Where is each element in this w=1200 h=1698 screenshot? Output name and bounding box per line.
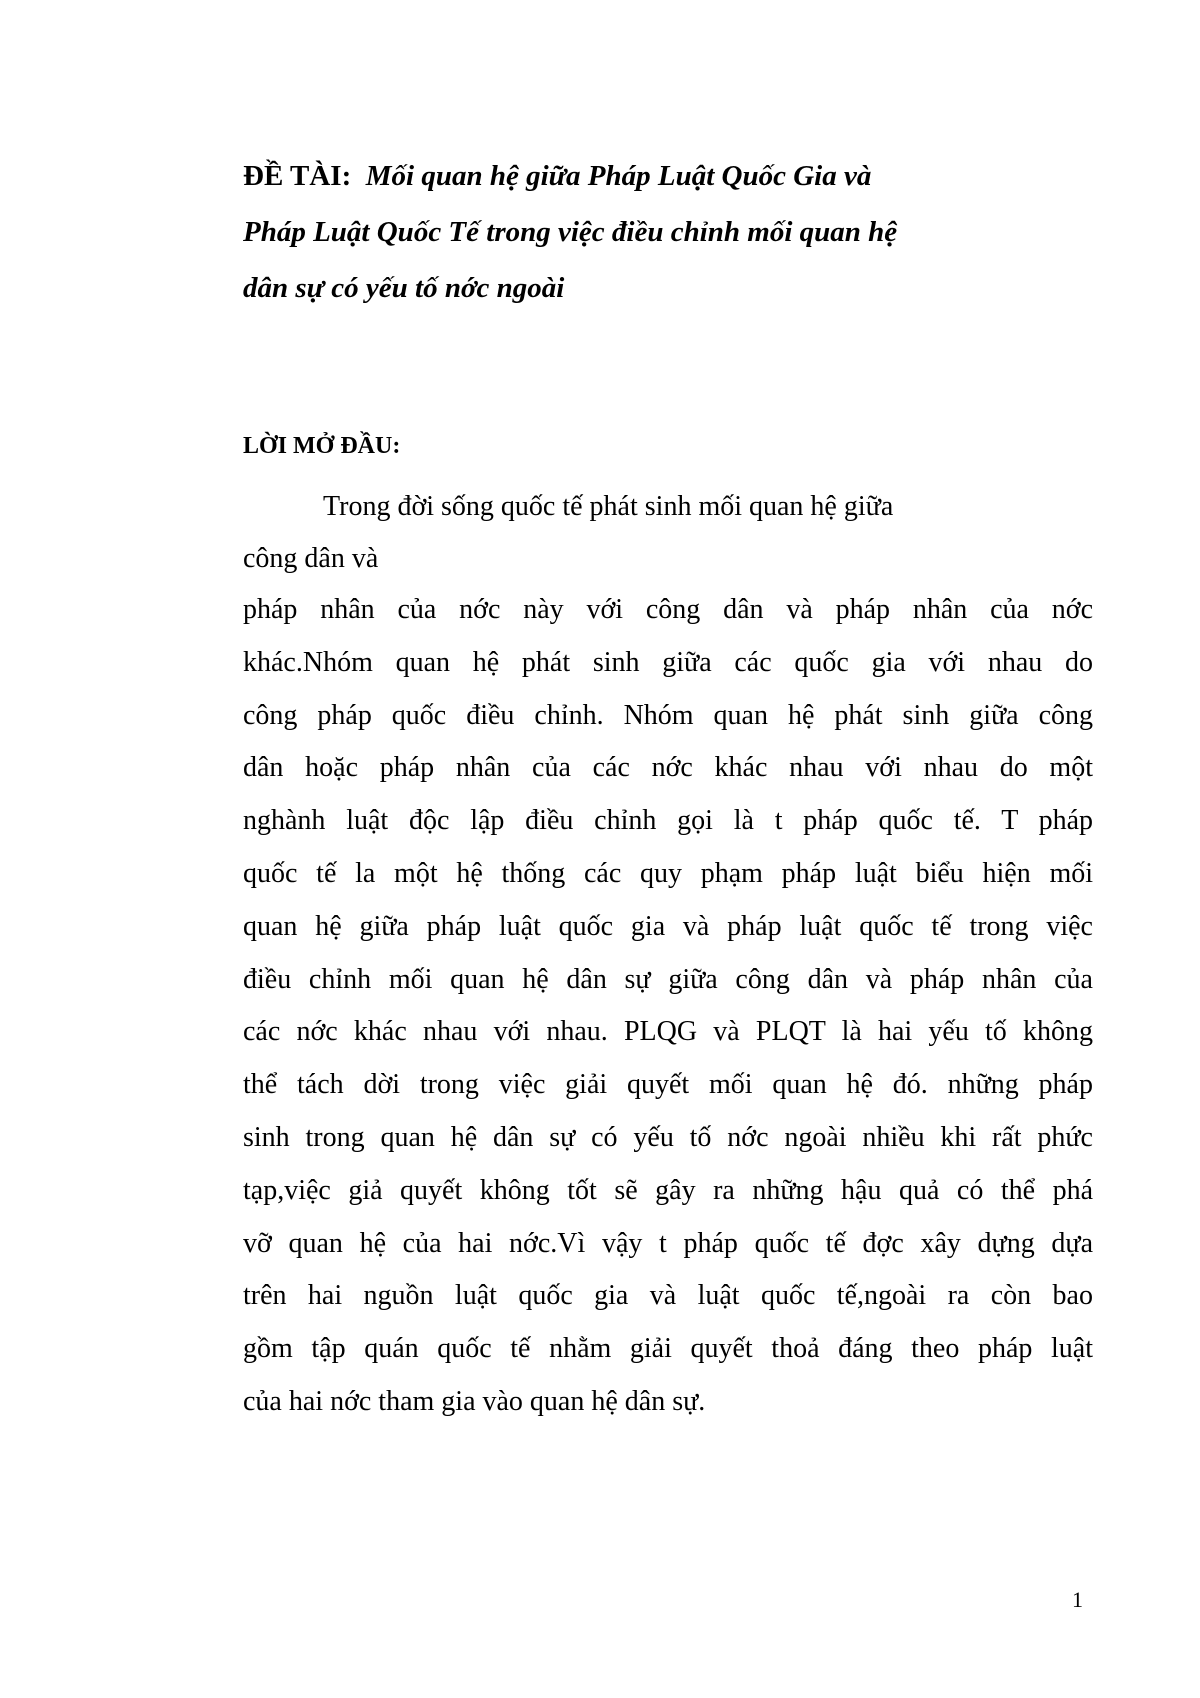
intro-line-1: Trong đời sống quốc tế phát sinh mối quan hệ giữa [323,491,894,522]
intro-paragraph [243,481,1043,585]
body-line: quan hệ giữa pháp luật quốc gia và pháp luật quốc tế trong việc [243,910,1093,942]
title-label: ĐỀ TÀI [243,160,342,192]
title-text-line-1: Mối quan hệ giữa Pháp Luật Quốc Gia và [365,160,872,192]
body-line: quốc tế la một hệ thống các quy phạm pháp luật biểu hiện mối [243,857,1093,889]
body-line-last: của hai nớc tham gia vào quan hệ dân sự. [243,1385,706,1417]
page-number: 1 [1072,1587,1083,1612]
body-line: điều chỉnh mối quan hệ dân sự giữa công dân và pháp nhân của [243,963,1093,995]
body-line: trên hai nguồn luật quốc gia và luật quốc tế,ngoài ra còn bao [243,1280,1093,1312]
title-line-1 [243,148,1033,204]
body-line: nghành luật độc lập điều chỉnh gọi là t pháp quốc tế. T pháp [243,805,1093,837]
body-paragraph [243,584,1093,1429]
body-line: gồm tập quán quốc tế nhằm giải quyết thoả đáng theo pháp luật [243,1333,1093,1365]
body-line: dân hoặc pháp nhân của các nớc khác nhau với nhau do một [243,752,1093,784]
title-text-line-3: dân sự có yếu tố nớc ngoài [243,272,565,304]
title-separator: : [341,160,352,192]
body-line: công pháp quốc điều chỉnh. Nhóm quan hệ phát sinh giữa công [243,699,1093,731]
body-line: sinh trong quan hệ dân sự có yếu tố nớc ngoài nhiều khi rất phức [243,1121,1093,1153]
body-line: các nớc khác nhau với nhau. PLQG và PLQT là hai yếu tố không [243,1016,1093,1048]
body-line: khác.Nhóm quan hệ phát sinh giữa các quốc gia với nhau do [243,646,1093,678]
body-line: vỡ quan hệ của hai nớc.Vì vậy t pháp quốc tế đợc xây dựng dựa [243,1227,1093,1259]
body-line: thể tách dời trong việc giải quyết mối quan hệ đó. những pháp [243,1069,1093,1101]
section-heading: LỜI MỞ ĐẦU: [243,433,401,459]
body-line: tạp,việc giả quyết không tốt sẽ gây ra những hậu quả có thể phá [243,1174,1093,1206]
intro-line-2: công dân và [243,543,379,574]
title-text-line-2: Pháp Luật Quốc Tế trong việc điều chỉnh mối quan hệ [243,216,898,248]
document-title [243,148,1033,316]
body-line: pháp nhân của nớc này với công dân và pháp nhân của nớc [243,594,1093,625]
